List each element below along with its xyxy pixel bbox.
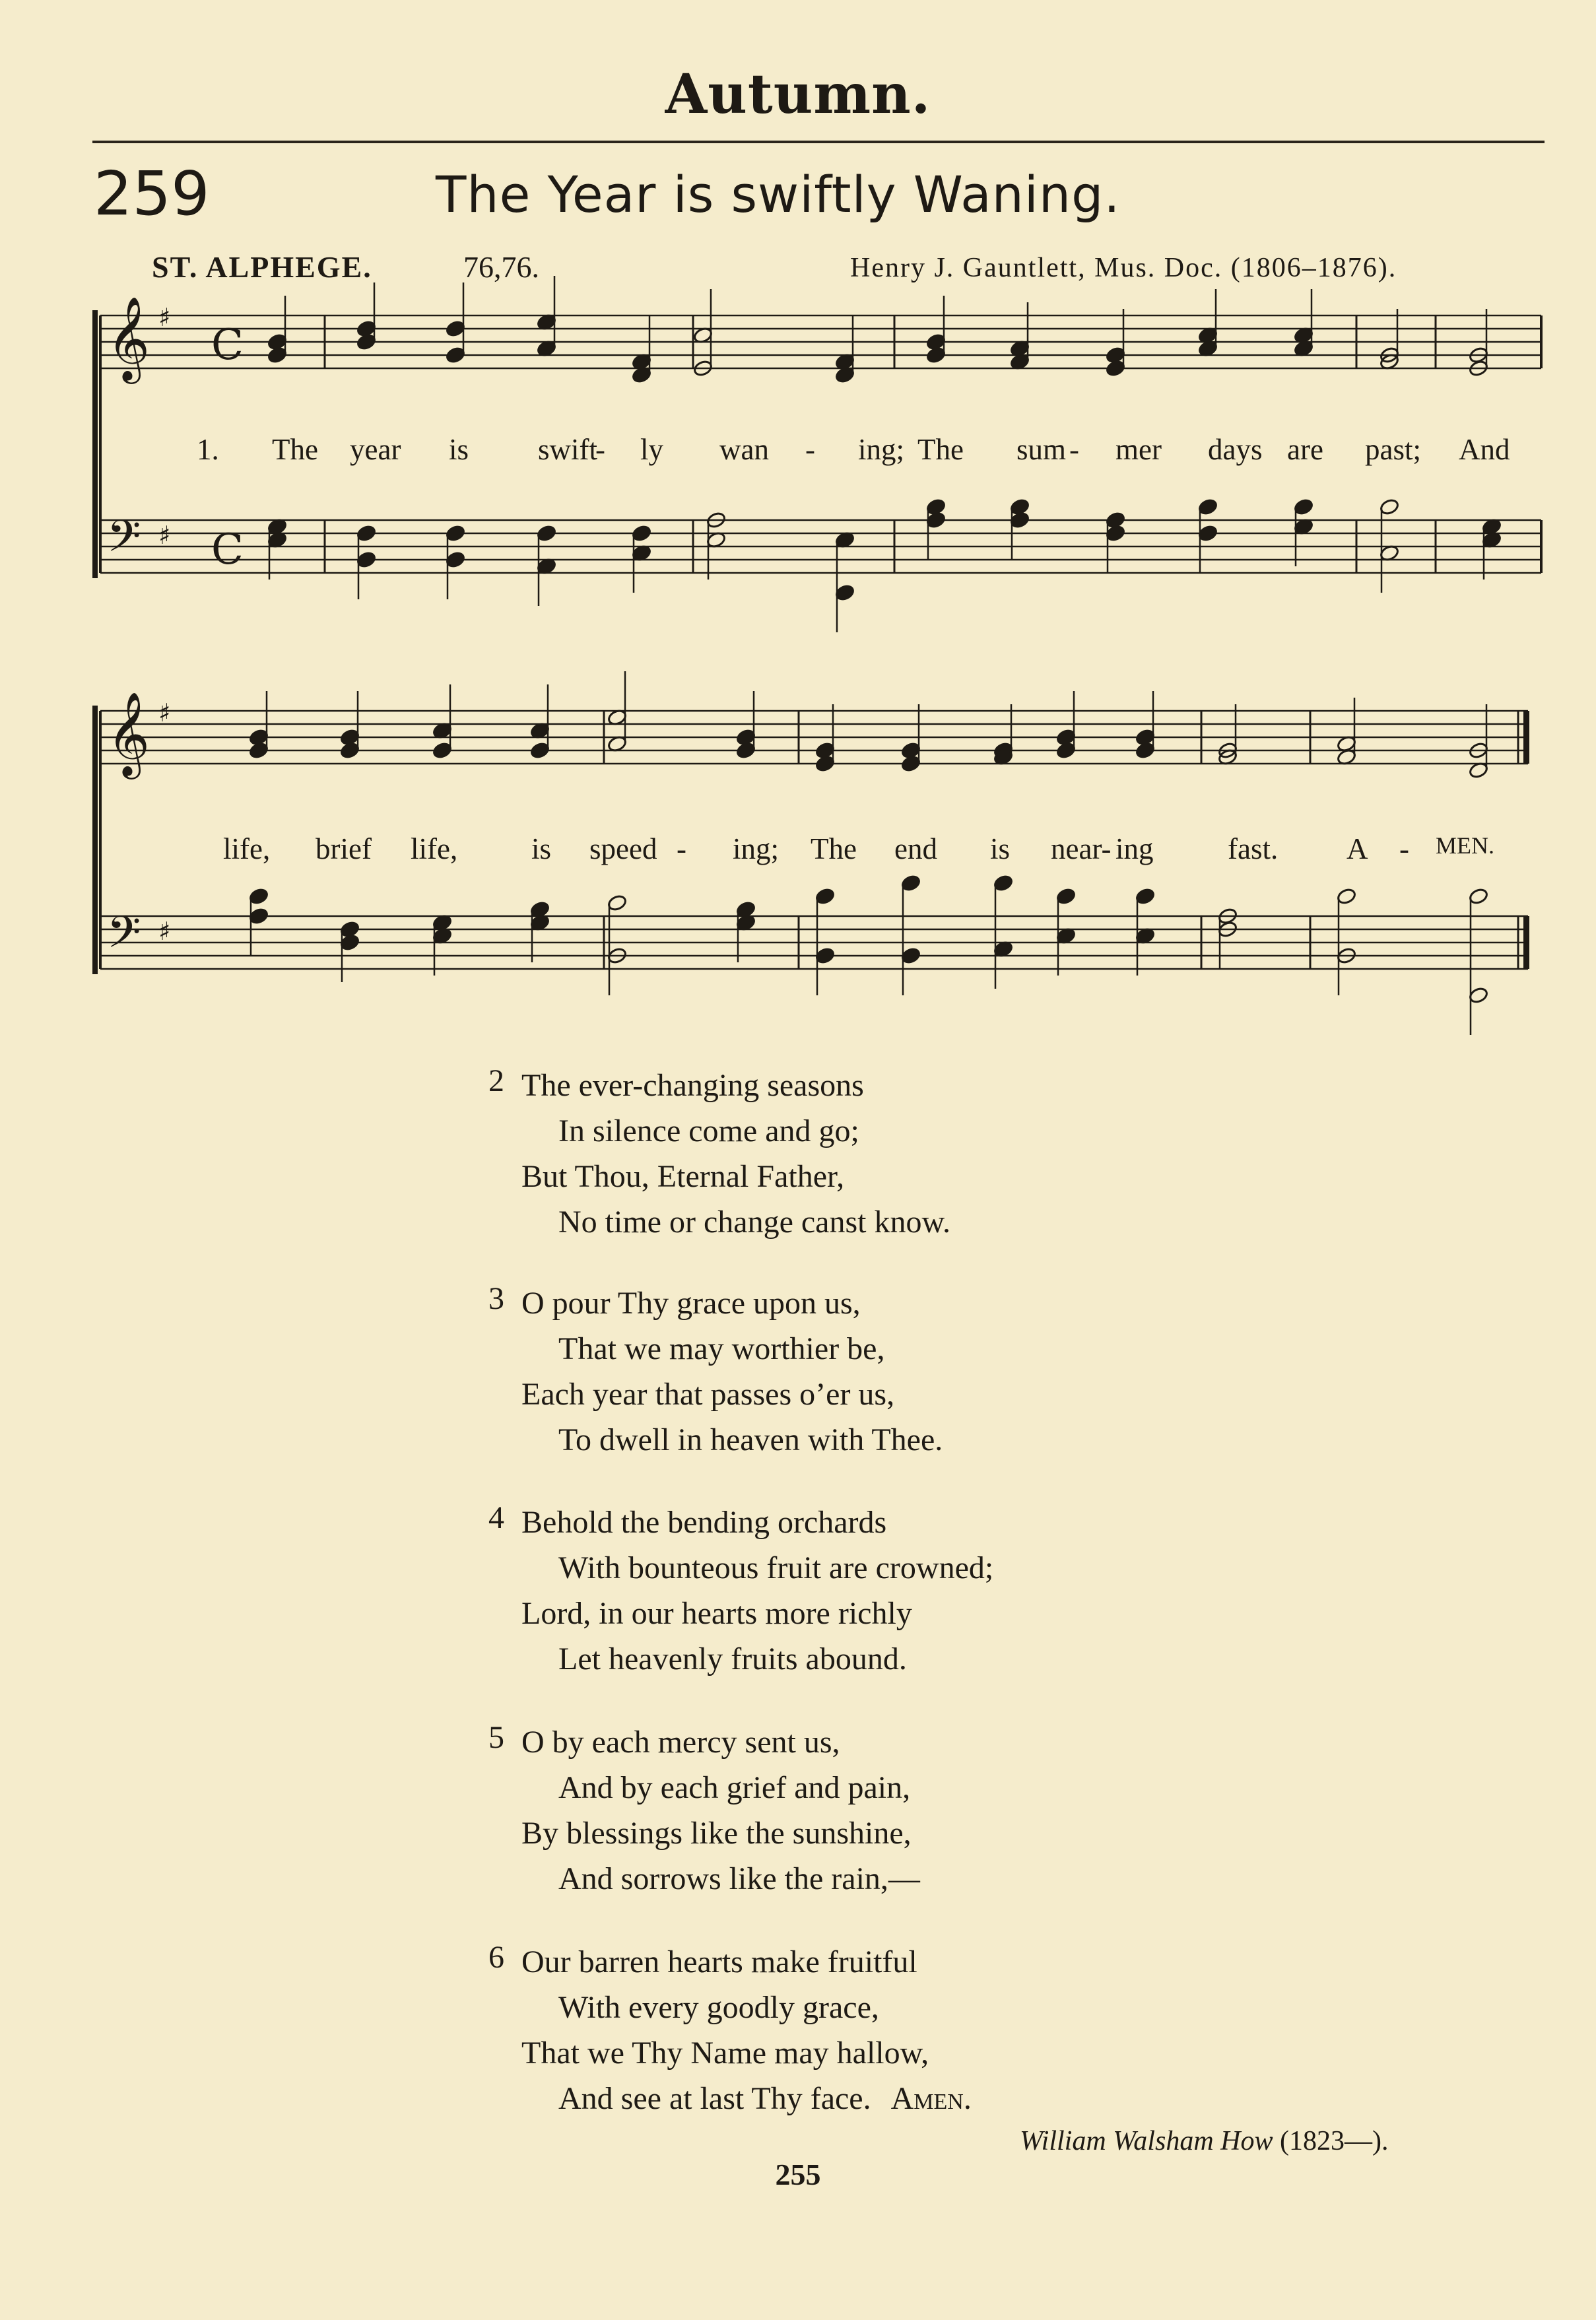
stanza-line-text: O by each mercy sent us,	[521, 1725, 840, 1760]
author-credit	[1020, 2125, 1388, 2157]
stanza-line-text: No time or change canst know.	[558, 1205, 951, 1240]
stanza-line-text: And see at last Thy face.	[558, 2081, 871, 2116]
system-bracket	[92, 310, 98, 578]
stanza-number: 6	[488, 1940, 504, 1975]
stanza-line-text: The ever-changing seasons	[521, 1068, 864, 1103]
stanza-line-text: In silence come and go;	[558, 1113, 859, 1148]
lyric-syllable: The	[272, 433, 318, 466]
lyric-syllable: is	[449, 433, 469, 466]
lyric-syllable: near-	[1051, 832, 1112, 865]
stanza-line	[521, 1856, 920, 1902]
stanza-line-text: O pour Thy grace upon us,	[521, 1286, 861, 1321]
running-head: Autumn.	[665, 63, 931, 126]
lyric-syllable: ly	[640, 433, 664, 466]
lyric-syllable: is	[531, 832, 552, 865]
lyric-syllable: MEN.	[1436, 832, 1494, 859]
time-signature: C	[211, 321, 244, 370]
stanza-line	[521, 1063, 950, 1108]
composer-credit: Henry J. Gauntlett, Mus. Doc. (1806–1876).	[850, 253, 1397, 283]
lyric-syllable: life,	[223, 832, 271, 865]
stanza-line-text: Our barren hearts make fruitful	[521, 1944, 917, 1979]
hymn-title: The Year is swiftly Waning.	[436, 165, 1121, 224]
lyric-syllable: ing;	[858, 433, 905, 466]
stanza-line	[521, 1154, 950, 1199]
system-bracket	[92, 706, 98, 974]
stanza-line	[521, 1636, 993, 1682]
author-dates: (1823—).	[1280, 2126, 1389, 2156]
lyric-syllable: wan	[719, 433, 769, 466]
hymn-number: 259	[94, 158, 210, 229]
key-sharp: ♯	[158, 698, 171, 727]
stanza-number: 2	[488, 1063, 504, 1098]
lyric-syllable: sum	[1016, 433, 1067, 466]
stanza-line	[521, 1939, 972, 1985]
stanza	[488, 1939, 972, 2121]
tune-meter: 76,76.	[463, 250, 539, 284]
lyric-syllable: past;	[1365, 433, 1421, 466]
treble-clef: 𝄞	[107, 296, 150, 380]
stanza-line-text: Behold the bending orchards	[521, 1505, 887, 1540]
stanza-line-text: That we may worthier be,	[558, 1331, 885, 1366]
stanza	[488, 1719, 920, 1902]
lyric-syllable: mer	[1115, 433, 1162, 466]
stanza-number: 4	[488, 1500, 504, 1535]
stanza-line	[521, 2076, 972, 2121]
amen-text: Amen.	[890, 2081, 972, 2116]
stanza-line	[521, 1719, 920, 1765]
lyric-syllable: speed	[589, 832, 657, 865]
author-name: William Walsham How	[1020, 2126, 1273, 2156]
stanza-line	[521, 1985, 972, 2030]
stanza-line	[521, 1500, 993, 1545]
stanza-line	[521, 1372, 943, 1417]
stanza	[488, 1280, 943, 1463]
lyric-syllable: 1.	[197, 433, 219, 466]
stanza-line-text: To dwell in heaven with Thee.	[558, 1422, 943, 1457]
stanza-line	[521, 1765, 920, 1810]
treble-clef: 𝄞	[107, 691, 150, 776]
tune-name: ST. ALPHEGE.	[152, 250, 372, 284]
lyric-syllable: fast.	[1228, 832, 1279, 865]
lyric-syllable: end	[894, 832, 937, 865]
music-score	[0, 0, 1596, 1056]
stanza-line	[521, 1199, 950, 1245]
lyric-syllable: are	[1287, 433, 1323, 466]
stanza-line-text: Let heavenly fruits abound.	[558, 1641, 907, 1676]
stanza-line-text: By blessings like the sunshine,	[521, 1816, 912, 1851]
key-sharp: ♯	[158, 521, 171, 550]
lyric-syllable: -	[595, 433, 605, 466]
stanza-line-text: With every goodly grace,	[558, 1990, 879, 2025]
lyric-syllable: And	[1459, 433, 1510, 466]
lyric-syllable: The	[917, 433, 964, 466]
stanza-line-text: And by each grief and pain,	[558, 1770, 911, 1805]
stanza-line	[521, 1280, 943, 1326]
stanza-line-text: And sorrows like the rain,—	[558, 1861, 920, 1896]
key-sharp: ♯	[158, 917, 171, 946]
final-bar-thick	[1523, 711, 1529, 764]
stanza-line	[521, 1810, 920, 1856]
lyric-syllable: A	[1347, 832, 1368, 865]
lyric-syllable: brief	[316, 832, 372, 865]
stanza-line	[521, 1326, 943, 1372]
lyric-syllable: The	[811, 832, 857, 865]
stanza-line-text: That we Thy Name may hallow,	[521, 2036, 929, 2071]
key-sharp: ♯	[158, 303, 171, 332]
lyric-syllable: is	[990, 832, 1011, 865]
stanza	[488, 1063, 951, 1245]
lyric-syllable: -	[677, 832, 686, 865]
lyric-syllable: life,	[411, 832, 458, 865]
stanza-number: 5	[488, 1720, 504, 1755]
stanza-number: 3	[488, 1281, 504, 1316]
final-bar-thick	[1523, 916, 1529, 969]
stanza-line-text: With bounteous fruit are crowned;	[558, 1550, 994, 1585]
bass-clef: 𝄢	[107, 511, 141, 572]
stanza	[488, 1500, 994, 1682]
lyric-syllable: -	[1069, 433, 1079, 466]
lyric-syllable: days	[1208, 433, 1263, 466]
stanza-line	[521, 2030, 972, 2076]
lyric-syllable: -	[1399, 832, 1409, 865]
stanza-line	[521, 1591, 993, 1636]
stanza-line-text: Lord, in our hearts more richly	[521, 1596, 912, 1631]
stanza-line	[521, 1108, 950, 1154]
page-number: 255	[775, 2158, 821, 2191]
stanza-line	[521, 1417, 943, 1463]
lyric-syllable: swift	[538, 433, 597, 466]
time-signature: C	[211, 525, 244, 574]
lyric-syllable: ing;	[733, 832, 780, 865]
lyric-syllable: -	[805, 433, 815, 466]
stanza-line-text: But Thou, Eternal Father,	[521, 1159, 845, 1194]
stanza-line-text: Each year that passes o’er us,	[521, 1377, 895, 1412]
lyric-syllable: ing	[1115, 832, 1154, 865]
bass-clef: 𝄢	[107, 907, 141, 968]
stanza-line	[521, 1545, 993, 1591]
lyric-syllable: year	[350, 433, 401, 466]
